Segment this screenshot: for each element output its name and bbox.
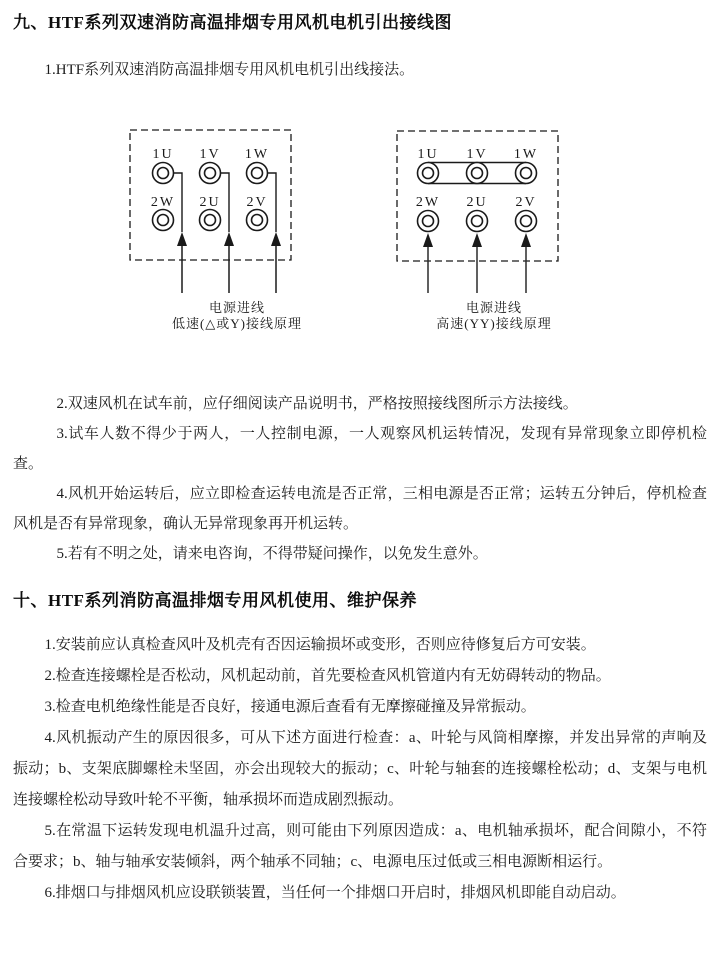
terminal-2u — [467, 211, 488, 232]
terminal-label: 1W — [244, 147, 270, 162]
terminal-label: 2V — [515, 195, 537, 210]
section-9-heading: 九、HTF系列双速消防高温排烟专用风机电机引出接线图 — [13, 13, 452, 32]
wiring-diagram-low-speed — [110, 118, 310, 333]
power-input-arrow — [472, 233, 482, 293]
paragraph: 4.风机开始运转后，应立即检查运转电流是否正常，三相电源是否正常；运转五分钟后，停机检查风机是否有异常现象，确认无异常现象再开机运转。 — [13, 486, 707, 532]
power-input-arrow — [177, 232, 187, 293]
paragraph: 4.风机振动产生的原因很多，可从下述方面进行检查：a、叶轮与风筒相摩擦，并发出异常的声响及振动；b、支架底脚螺栓未坚固，亦会出现较大的振动；c、叶轮与轴套的连接螺栓松动；d、支架与电机连接螺栓松动导致叶轮不平衡，轴承损坏而造成剧烈振动。 — [13, 730, 707, 808]
diagram-caption-line2: 低速(△或Y)接线原理 — [171, 316, 303, 331]
terminal-label: 2U — [199, 195, 221, 210]
section-10-heading: 十、HTF系列消防高温排烟专用风机使用、维护保养 — [13, 591, 417, 610]
terminal-1v — [467, 163, 488, 184]
terminal-1v — [200, 163, 221, 184]
section-9-body — [13, 389, 707, 569]
paragraph: 5.在常温下运转发现电机温升过高，则可能由下列原因造成：a、电机轴承损坏，配合间隙小，不符合要求；b、轴与轴承安装倾斜，两个轴承不同轴；c、电源电压过低或三相电源断相运行。 — [13, 823, 707, 870]
paragraph: 2.检查连接螺栓是否松动，风机起动前，首先要检查风机管道内有无妨碍转动的物品。 — [44, 668, 611, 684]
power-input-arrow — [271, 232, 281, 293]
diagram-caption-line1: 电源进线 — [208, 300, 266, 315]
paragraph: 1.安装前应认真检查风叶及机壳有否因运输损坏或变形，否则应待修复后方可安装。 — [44, 637, 596, 653]
power-input-arrow — [423, 233, 433, 293]
terminal-2v — [516, 211, 537, 232]
diagram-caption-line1: 电源进线 — [465, 300, 523, 315]
terminal-label: 2W — [150, 195, 176, 210]
wiring-diagram-high-speed — [385, 118, 585, 333]
terminal-label: 1U — [152, 147, 174, 162]
paragraph: 6.排烟口与排烟风机应设联锁装置，当任何一个排烟口开启时，排烟风机即能自动启动。 — [44, 885, 626, 901]
wiring-diagrams-row — [13, 118, 707, 333]
terminal-2v — [247, 210, 268, 231]
section-9-intro-paragraph: 1.HTF系列双速消防高温排烟专用风机电机引出线接法。 — [44, 62, 415, 78]
terminal-label: 1W — [513, 147, 539, 162]
terminal-label: 2W — [415, 195, 441, 210]
terminal-label: 2V — [246, 195, 268, 210]
terminal-label: 1V — [199, 147, 221, 162]
wire — [221, 173, 230, 232]
terminal-label: 1U — [417, 147, 439, 162]
terminal-label: 2U — [466, 195, 488, 210]
power-input-arrow — [521, 233, 531, 293]
paragraph: 3.检查电机绝缘性能是否良好，接通电源后查看有无摩擦碰撞及异常振动。 — [44, 699, 536, 715]
paragraph: 3.试车人数不得少于两人，一人控制电源，一人观察风机运转情况，发现有异常现象立即停机检查。 — [13, 426, 707, 472]
terminal-1w — [516, 163, 537, 184]
terminal-2w — [153, 210, 174, 231]
terminal-2u — [200, 210, 221, 231]
power-input-arrow — [224, 232, 234, 293]
terminal-label: 1V — [466, 147, 488, 162]
terminal-1u — [153, 163, 174, 184]
terminal-2w — [418, 211, 439, 232]
section-10-body — [13, 630, 707, 909]
paragraph: 5.若有不明之处，请来电咨询，不得带疑问操作，以免发生意外。 — [56, 546, 488, 562]
diagram-caption-line2: 高速(YY)接线原理 — [436, 316, 552, 331]
terminal-1u — [418, 163, 439, 184]
terminal-1w — [247, 163, 268, 184]
paragraph: 2.双速风机在试车前，应仔细阅读产品说明书，严格按照接线图所示方法接线。 — [56, 396, 578, 412]
wire — [268, 173, 277, 232]
